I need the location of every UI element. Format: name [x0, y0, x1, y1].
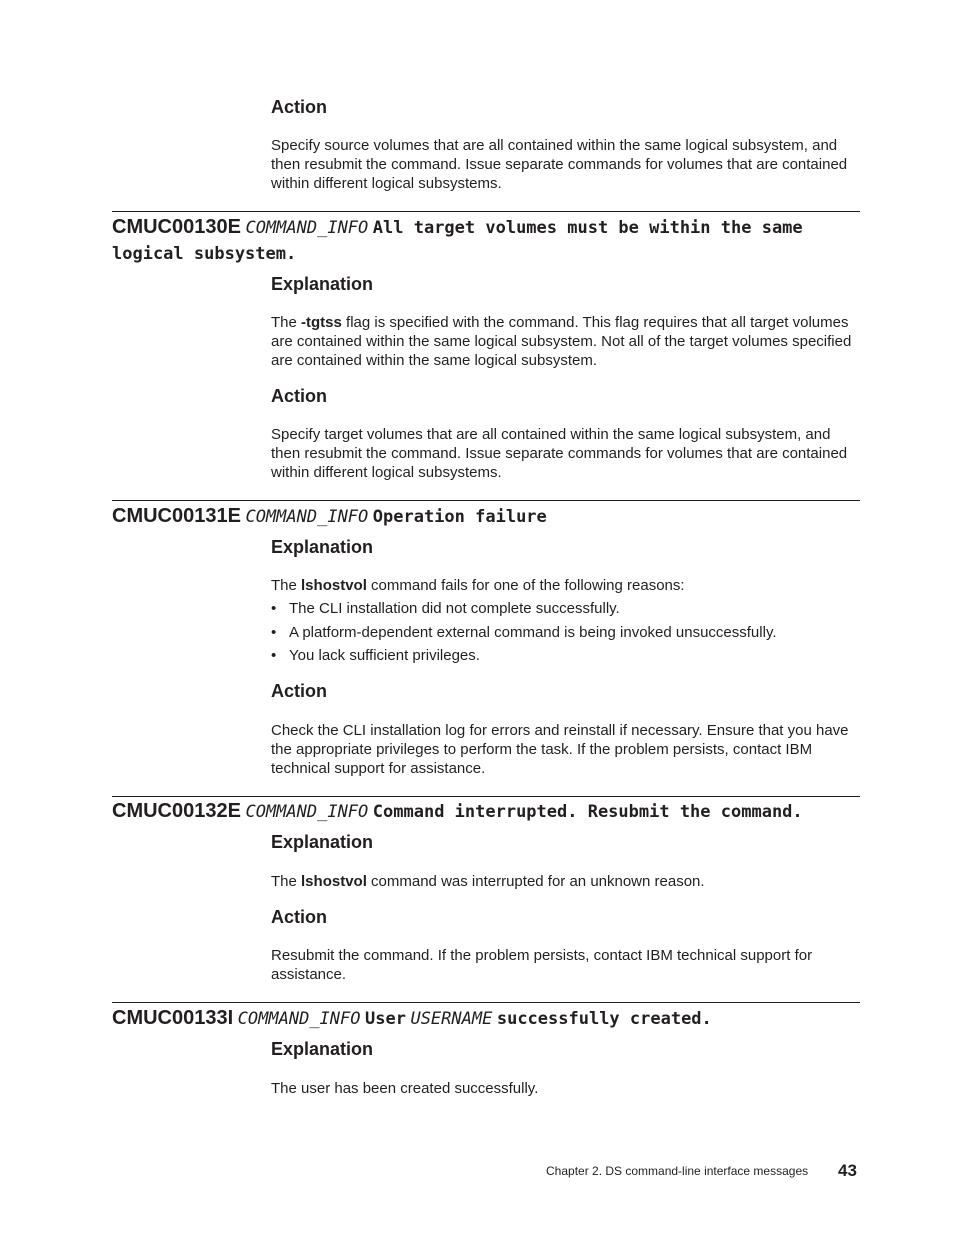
text-span: The [271, 314, 302, 331]
list-item [271, 623, 777, 642]
variable-command-info: COMMAND_INFO [245, 507, 369, 527]
command-name: lshostvol [301, 577, 367, 594]
message-text: Operation failure [372, 507, 547, 527]
explanation-heading: Explanation [271, 537, 374, 557]
list-item-text: A platform-dependent external command is being invoked unsuccessfully. [289, 624, 777, 641]
message-heading-cmuc00132e [112, 798, 872, 825]
page-number: 43 [838, 1161, 857, 1180]
explanation-text [271, 313, 861, 370]
section-divider [112, 1002, 860, 1003]
section-divider [112, 211, 860, 212]
bullet-icon: • [271, 647, 277, 664]
message-text-cont: successfully created. [496, 1009, 712, 1029]
list-item-text: You lack sufficient privileges. [289, 647, 480, 664]
bullet-icon: • [271, 624, 277, 641]
action-heading: Action [271, 907, 327, 927]
explanation-text [271, 576, 861, 595]
text-span: The [271, 577, 302, 594]
explanation-heading: Explanation [271, 274, 374, 294]
action-text: Check the CLI installation log for errors and reinstall if necessary. Ensure that you have the appropriate privileges to perform the task. If the problem persists, contact IBM technical support for assistance. [271, 722, 849, 777]
list-item-text: The CLI installation did not complete successfully. [289, 600, 620, 617]
action-text: Specify target volumes that are all contained within the same logical subsystem, and then resubmit the command. Issue separate commands for volumes that are contained within different logical subsystems. [271, 426, 848, 481]
variable-command-info: COMMAND_INFO [245, 218, 369, 238]
list-item [271, 599, 620, 618]
bullet-icon: • [271, 600, 277, 617]
list-item [271, 646, 480, 665]
message-id: CMUC00131E [112, 505, 241, 527]
text-span: command fails for one of the following reasons: [366, 577, 685, 594]
message-text: User [365, 1009, 406, 1029]
variable-username: USERNAME [410, 1009, 493, 1029]
message-text: All target volumes must be within the same [372, 218, 803, 238]
action-text: Resubmit the command. If the problem persists, contact IBM technical support for assistance. [271, 947, 813, 983]
variable-command-info: COMMAND_INFO [245, 802, 369, 822]
footer-chapter: Chapter 2. DS command-line interface messages [546, 1164, 809, 1178]
action-heading: Action [271, 97, 327, 117]
message-heading-cmuc00131e [112, 503, 872, 530]
text-span: The [271, 873, 302, 890]
command-name: lshostvol [301, 873, 367, 890]
message-id: CMUC00132E [112, 800, 241, 822]
section-divider [112, 500, 860, 501]
explanation-text [271, 872, 861, 891]
action-text: Specify source volumes that are all contained within the same logical subsystem, and then resubmit the command. Issue separate commands for volumes that are contained within different logical subsystems. [271, 137, 848, 192]
message-heading-cmuc00130e [112, 214, 872, 241]
message-id: CMUC00130E [112, 216, 241, 238]
explanation-heading: Explanation [271, 1039, 374, 1059]
action-heading: Action [271, 681, 327, 701]
variable-command-info: COMMAND_INFO [237, 1009, 361, 1029]
message-id: CMUC00133I [112, 1007, 234, 1029]
message-heading-cmuc00133i [112, 1005, 872, 1032]
text-span: flag is specified with the command. This flag requires that all target volumes are contained within the same logical subsystem. Not all of the target volumes specified are contained within the same logical subsystem. [271, 314, 852, 369]
text-span: command was interrupted for an unknown reason. [366, 873, 705, 890]
explanation-text: The user has been created successfully. [271, 1080, 539, 1097]
message-text-cont: logical subsystem. [112, 244, 297, 264]
action-heading: Action [271, 386, 327, 406]
flag-name: -tgtss [301, 314, 342, 331]
section-divider [112, 796, 860, 797]
message-heading-cmuc00130e-cont [112, 240, 872, 267]
message-text: Command interrupted. Resubmit the command. [372, 802, 803, 822]
explanation-heading: Explanation [271, 832, 374, 852]
